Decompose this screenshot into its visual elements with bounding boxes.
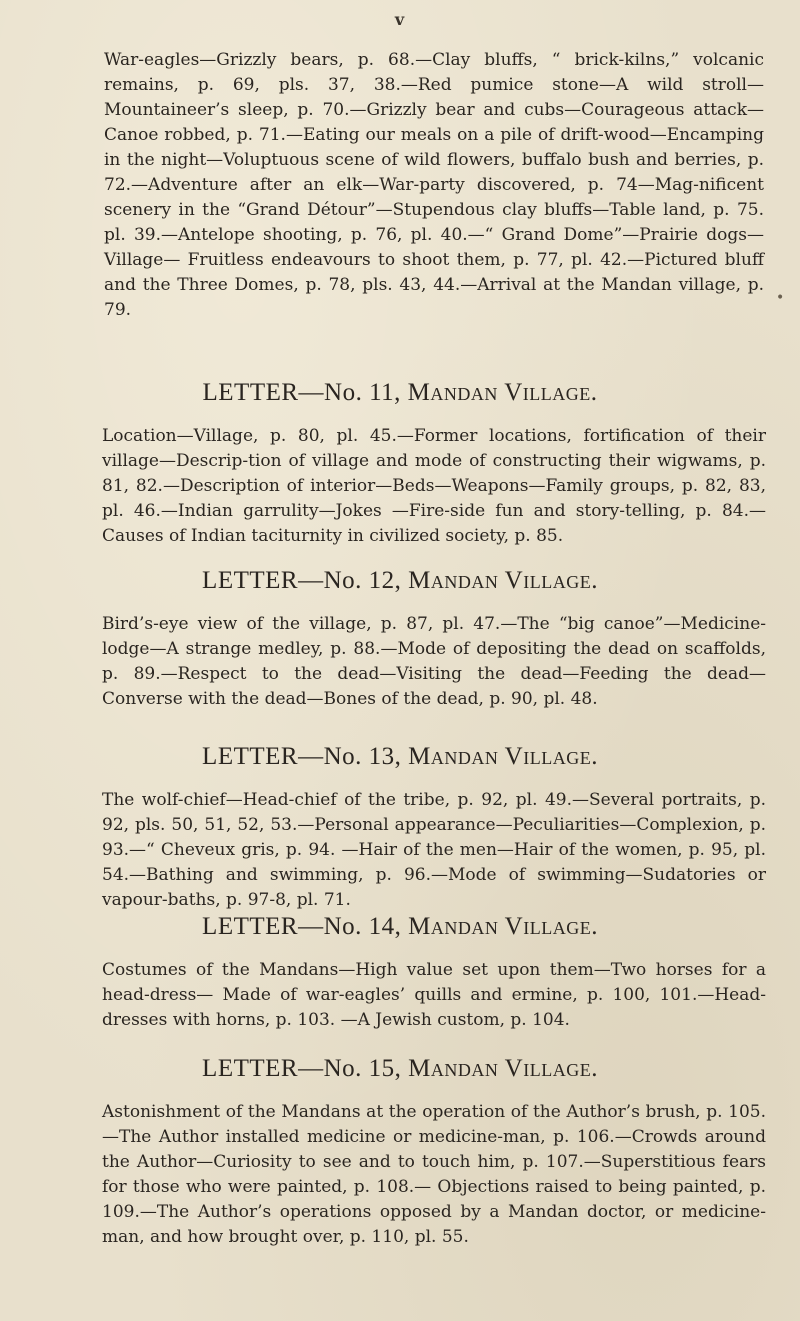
letter-heading-number: LETTER—No. 15, — [202, 1055, 409, 1082]
letter-heading — [0, 566, 800, 596]
page-number: v — [394, 10, 406, 29]
letter-heading-number: LETTER—No. 12, — [202, 567, 409, 594]
letter-heading-number: LETTER—No. 14, — [202, 913, 409, 940]
letter-heading — [0, 742, 800, 772]
letter-summary: The wolf-chief—Head-chief of the tribe, p. 92, pl. 49.—Several portraits, p. 92, pls. 50, 51, 52, 53.—Personal appearance—Peculiarities—Complexion, p. 93.—“ Cheveux gris, p. 94. —Hair of the men—Hair of the women, p. 95, pl. 54.—Bathing and swimming, p. 96.—Mode of swimming—Sudatories or vapour-baths, p. 97-8, pl. 71. — [102, 790, 766, 910]
letter-heading — [0, 1054, 800, 1084]
paper-speck: • — [776, 290, 785, 306]
letter-heading — [0, 378, 800, 408]
letter-heading-place: Mandan Village. — [407, 379, 598, 406]
letter-heading-place: Mandan Village. — [408, 743, 598, 770]
letter-summary: Costumes of the Mandans—High value set upon them—Two horses for a head-dress— Made of war-eagles’ quills and ermine, p. 100, 101.—Head-dresses with horns, p. 103. —A Jewish custom, p. 104. — [102, 960, 766, 1030]
letter-section — [0, 912, 800, 1033]
letter-heading-number: LETTER—No. 13, — [202, 743, 409, 770]
letter-section — [0, 742, 800, 913]
intro-paragraph: War-eagles—Grizzly bears, p. 68.—Clay bluffs, “ brick-kilns,” volcanic remains, p. 69, pls. 37, 38.—Red pumice stone—A wild stroll—Mountaineer’s sleep, p. 70.—Grizzly bear and cubs—Courageous attack—Canoe robbed, p. 71.—Eating our meals on a pile of drift-wood—Encamping in the night—Voluptuous scene of wild flowers, buffalo bush and berries, p. 72.—Adventure after an elk—War-party discovered, p. 74—Mag-nificent scenery in the “Grand Détour”—Stupendous clay bluffs—Table land, p. 75. pl. 39.—Antelope shooting, p. 76, pl. 40.—“ Grand Dome”—Prairie dogs—Village— Fruitless endeavours to shoot them, p. 77, pl. 42.—Pictured bluff and the Three Domes, p. 78, pls. 43, 44.—Arrival at the Mandan village, p. 79. — [104, 50, 764, 320]
letter-heading-number: LETTER—No. 11, — [202, 379, 408, 406]
letter-heading-place: Mandan Village. — [408, 1055, 598, 1082]
letter-heading-place: Mandan Village. — [408, 567, 598, 594]
letter-section — [0, 1054, 800, 1250]
letter-summary: Bird’s-eye view of the village, p. 87, pl. 47.—The “big canoe”—Medicine-lodge—A strange medley, p. 88.—Mode of depositing the dead on scaffolds, p. 89.—Respect to the dead—Visiting the dead—Feeding the dead—Converse with the dead—Bones of the dead, p. 90, pl. 48. — [102, 614, 766, 709]
letter-summary: Astonishment of the Mandans at the operation of the Author’s brush, p. 105.—The Author installed medicine or medicine-man, p. 106.—Crowds around the Author—Curiosity to see and to touch him, p. 107.—Superstitious fears for those who were painted, p. 108.— Objections raised to being painted, p. 109.—The Author’s operations opposed by a Mandan doctor, or medicine-man, and how brought over, p. 110, pl. 55. — [102, 1102, 766, 1247]
letter-heading-place: Mandan Village. — [408, 913, 598, 940]
letter-section — [0, 378, 800, 549]
letter-summary: Location—Village, p. 80, pl. 45.—Former locations, fortification of their village—Descrip-tion of village and mode of constructing their wigwams, p. 81, 82.—Description of interior—Beds—Weapons—Family groups, p. 82, 83, pl. 46.—Indian garrulity—Jokes —Fire-side fun and story-telling, p. 84.—Causes of Indian taciturnity in civilized society, p. 85. — [102, 426, 766, 546]
letter-heading — [0, 912, 800, 942]
letter-section — [0, 566, 800, 712]
